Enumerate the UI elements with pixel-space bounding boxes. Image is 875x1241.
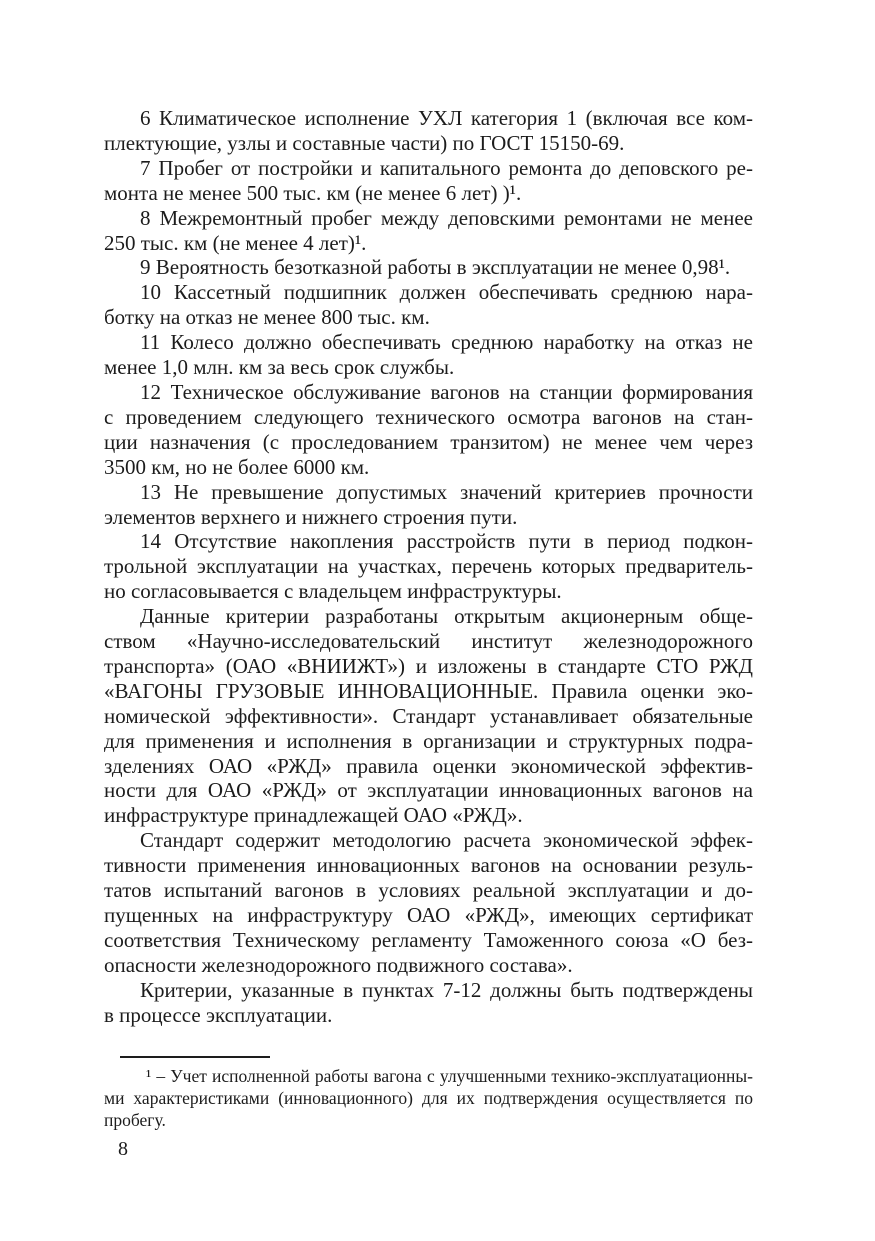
text-line: 7 Пробег от постройки и капитального ремонта до деповского ре- (140, 155, 753, 180)
footnote-separator-rule (120, 1056, 270, 1058)
paragraph (104, 978, 753, 1028)
text-line: тивности применения инновационных вагонов на основании резуль- (104, 853, 753, 878)
text-line: Стандарт содержит методологию расчета экономической эффек- (140, 828, 753, 853)
text-line: опасности железнодорожного подвижного состава». (104, 952, 573, 977)
text-line: 11 Колесо должно обеспечивать среднюю наработку на отказ не (140, 330, 753, 355)
paragraph (104, 280, 753, 330)
footnote (104, 1056, 753, 1131)
paragraph (104, 106, 753, 156)
text-line: 6 Климатическое исполнение УХЛ категория 1 (включая все ком- (140, 106, 753, 130)
paragraph (104, 206, 753, 256)
text-line: 12 Техническое обслуживание вагонов на станции формирования (140, 379, 753, 404)
text-block (104, 106, 753, 1028)
text-line: ботку на отказ не менее 800 тыс. км. (104, 305, 430, 330)
text-line: 10 Кассетный подшипник должен обеспечивать среднюю нара- (140, 280, 753, 305)
text-line: инфраструктуре принадлежащей ОАО «РЖД». (104, 803, 523, 828)
footnote-line: ¹ – Учет исполненной работы вагона с улучшенными технико-эксплуатационны- (146, 1066, 753, 1086)
text-line: ности для ОАО «РЖД» от эксплуатации инновационных вагонов на (104, 778, 753, 803)
text-line: в процессе эксплуатации. (104, 1002, 333, 1027)
footnote-line: пробегу. (104, 1110, 166, 1130)
text-line: «ВАГОНЫ ГРУЗОВЫЕ ИННОВАЦИОННЫЕ. Правила оценки эко- (104, 678, 753, 703)
text-line: пущенных на инфраструктуру ОАО «РЖД», имеющих сертификат (104, 903, 753, 927)
text-line: татов испытаний вагонов в условиях реальной эксплуатации и до- (104, 878, 753, 903)
text-line: но согласовывается с владельцем инфраструктуры. (104, 579, 562, 604)
footnote-line: ми характеристиками (инновационного) для их подтверждения осуществляется по (104, 1088, 753, 1108)
text-line: 250 тыс. км (не менее 4 лет)¹. (104, 230, 367, 255)
paragraph (104, 480, 753, 530)
text-line: трольной эксплуатации на участках, перечень которых предваритель- (104, 554, 753, 579)
text-line: Критерии, указанные в пунктах 7-12 должны быть подтверждены (140, 977, 753, 1002)
page-number: 8 (118, 1138, 128, 1160)
text-line: 13 Не превышение допустимых значений критериев прочности (140, 479, 753, 504)
paragraph (104, 380, 753, 480)
text-line: 14 Отсутствие накопления расстройств пути в период подкон- (140, 529, 753, 554)
text-line: с проведением следующего технического осмотра вагонов на стан- (104, 404, 753, 429)
text-line: ством «Научно-исследовательский институт железнодорожного (104, 629, 753, 654)
paragraph (104, 255, 753, 280)
text-line: номической эффективности». Стандарт устанавливает обязательные (104, 703, 753, 728)
text-line: для применения и исполнения в организации и структурных подра- (104, 728, 753, 753)
text-line: 3500 км, но не более 6000 км. (104, 454, 370, 479)
text-line: менее 1,0 млн. км за весь срок службы. (104, 355, 455, 380)
text-line: соответствия Техническому регламенту Таможенного союза «О без- (104, 927, 753, 952)
paragraph (104, 330, 753, 380)
text-line: зделениях ОАО «РЖД» правила оценки экономической эффектив- (104, 753, 753, 778)
text-line: 9 Вероятность безотказной работы в эксплуатации не менее 0,98¹. (140, 255, 731, 280)
text-line: ции назначения (с проследованием транзитом) не менее чем через (104, 429, 753, 454)
paragraph (104, 156, 753, 206)
text-line: транспорта» (ОАО «ВНИИЖТ») и изложены в стандарте СТО РЖД (104, 653, 753, 678)
text-line: монта не менее 500 тыс. км (не менее 6 лет) )¹. (104, 180, 522, 205)
text-line: 8 Межремонтный пробег между деповскими ремонтами не менее (140, 205, 753, 230)
text-line: Данные критерии разработаны открытым акционерным обще- (140, 604, 753, 629)
paragraph (104, 828, 753, 977)
paragraph (104, 529, 753, 604)
footnote-text (104, 1065, 753, 1131)
text-line: плектующие, узлы и составные части) по ГОСТ 15150-69. (104, 130, 625, 155)
paragraph (104, 604, 753, 828)
text-line: элементов верхнего и нижнего строения пути. (104, 504, 518, 529)
